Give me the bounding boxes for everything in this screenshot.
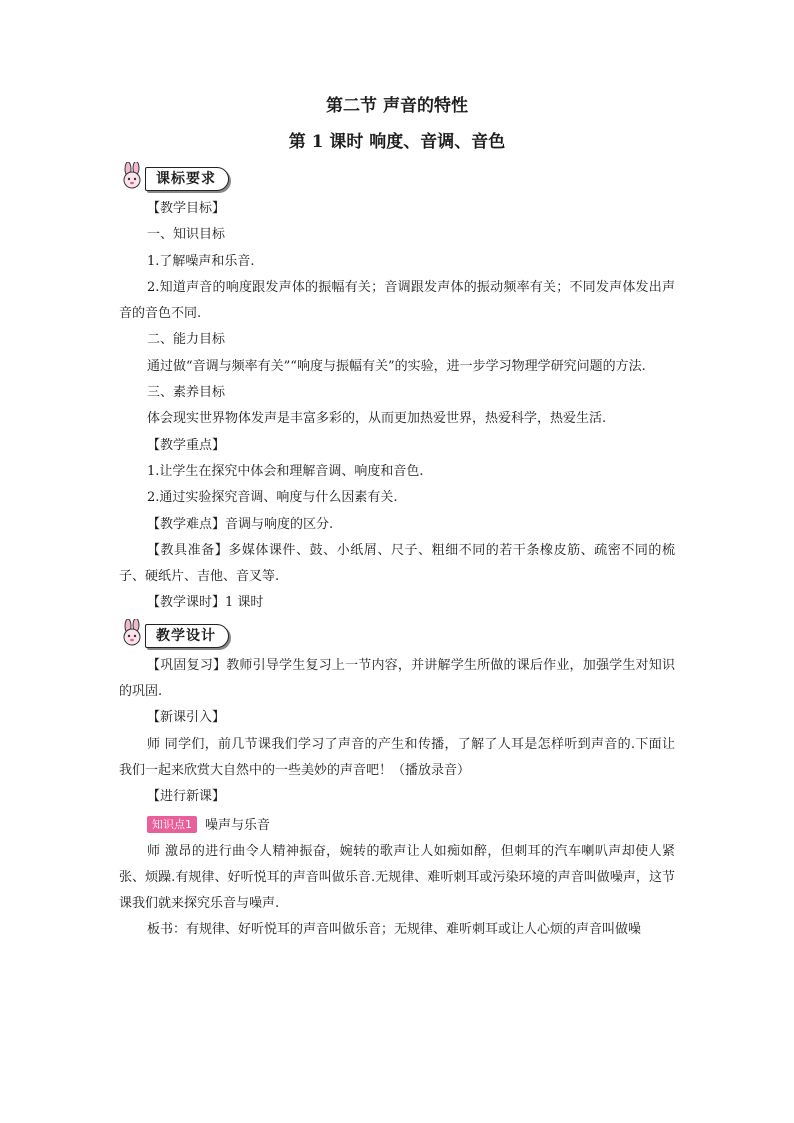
lesson-subtitle: 第 1 课时 响度、音调、音色: [288, 132, 506, 152]
section-banner-curriculum: [119, 164, 675, 192]
banner-label: 教学设计: [145, 624, 229, 648]
banner-label: 课标要求: [145, 167, 229, 191]
knowledge-point-title: 噪声与乐音: [205, 817, 271, 833]
text-line: 【新课引入】: [147, 710, 226, 726]
document-content: [119, 96, 675, 944]
text-line: 二、能力目标: [147, 332, 226, 348]
text-line: 1.了解噪声和乐音.: [147, 253, 255, 269]
text-line: 【教学目标】: [147, 201, 226, 216]
text-line: 一、知识目标: [147, 227, 226, 243]
text-line: 体会现实世界物体发声是丰富多彩的，从而更加热爱世界，热爱科学，热爱生活.: [147, 411, 607, 427]
knowledge-point-heading: [147, 813, 675, 839]
text-paragraph: 2.知道声音的响度跟发声体的振幅有关；音调跟发声体的振动频率有关；不同发声体发出声音的音色不同.: [119, 279, 675, 322]
text-line: 【进行新课】: [147, 789, 226, 805]
text-paragraph: 【巩固复习】教师引导学生复习上一节内容，并讲解学生所做的课后作业，加强学生对知识的巩固.: [119, 657, 675, 700]
text-line: 【教学难点】音调与响度的区分.: [147, 516, 334, 532]
text-line: 【教学课时】1 课时: [147, 595, 264, 611]
text-line: 三、素养目标: [147, 385, 226, 401]
text-paragraph: 师 激昂的进行曲令人精神振奋，婉转的歌声让人如痴如醉，但刺耳的汽车喇叭声却使人紧张、烦躁.有规律、好听悦耳的声音叫做乐音.无规律、难听刺耳或污染环境的声音叫做噪声，这节课我们就来探究乐音与噪声.: [119, 843, 675, 912]
teaching-design-section: [119, 653, 675, 944]
text-line: 1.让学生在探究中体会和理解音调、响度和音色.: [147, 463, 424, 479]
curriculum-section: [119, 196, 675, 617]
knowledge-point-badge: 知识点1: [147, 816, 197, 833]
text-paragraph: 【教具准备】多媒体课件、鼓、小纸屑、尺子、粗细不同的若干条橡皮筋、疏密不同的梳子、硬纸片、吉他、音叉等.: [119, 542, 675, 585]
section-banner-teaching-design: [119, 621, 675, 649]
text-paragraph: 师 同学们，前几节课我们学习了声音的产生和传播，了解了人耳是怎样听到声音的.下面让我们一起来欣赏大自然中的一些美妙的声音吧！（播放录音）: [119, 736, 675, 778]
text-paragraph: 通过做“音调与频率有关”“响度与振幅有关”的实验，进一步学习物理学研究问题的方法.: [147, 358, 646, 374]
text-line: 板书：有规律、好听悦耳的声音叫做乐音；无规律、难听刺耳或让人心烦的声音叫做噪: [147, 922, 642, 938]
text-line: 【教学重点】: [147, 437, 226, 453]
lesson-title: 第二节 声音的特性: [326, 96, 468, 116]
text-line: 2.通过实验探究音调、响度与什么因素有关.: [147, 490, 398, 506]
